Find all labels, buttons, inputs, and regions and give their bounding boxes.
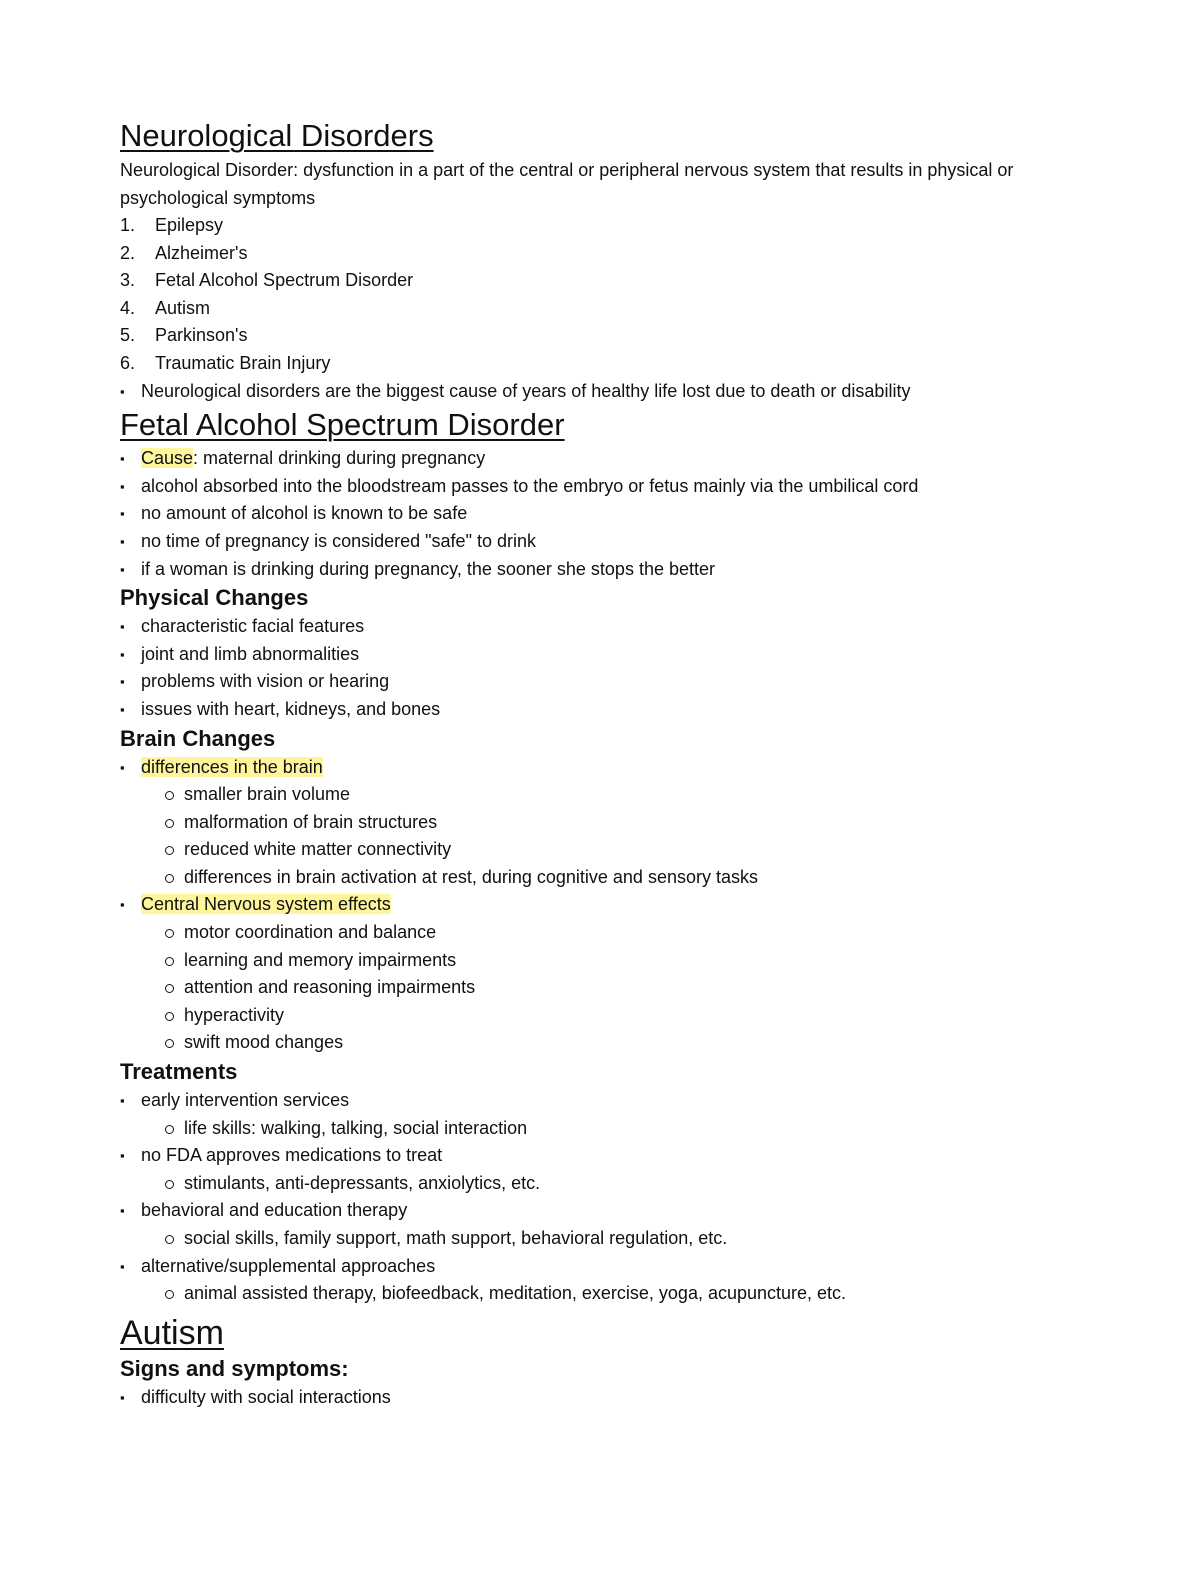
section-title-autism: Autism — [120, 1313, 224, 1352]
list-item-text: no amount of alcohol is known to be safe — [141, 503, 468, 524]
list-number: 5. — [120, 325, 136, 346]
bullet-icon: ▪ — [120, 1258, 125, 1274]
list-item — [120, 556, 1080, 584]
sub-list-item — [120, 1029, 1080, 1057]
circle-bullet-icon — [165, 874, 174, 883]
sub-list-item — [120, 1170, 1080, 1198]
circle-bullet-icon — [165, 1235, 174, 1244]
subsection-title-treatments: Treatments — [120, 1059, 238, 1085]
bullet-icon: ▪ — [120, 1093, 125, 1109]
bullet-icon: ▪ — [120, 674, 125, 690]
list-item-text: if a woman is drinking during pregnancy, the sooner she stops the better — [141, 558, 715, 579]
bullet-icon: ▪ — [120, 1389, 125, 1405]
list-item-text: differences in brain activation at rest, during cognitive and sensory tasks — [184, 866, 758, 887]
sub-list-item — [120, 1002, 1080, 1030]
circle-bullet-icon — [165, 1290, 174, 1299]
list-item — [120, 696, 1080, 724]
circle-bullet-icon — [165, 819, 174, 828]
sub-list-item — [120, 836, 1080, 864]
list-item-text: Fetal Alcohol Spectrum Disorder — [155, 270, 414, 291]
list-item-text: animal assisted therapy, biofeedback, meditation, exercise, yoga, acupuncture, etc. — [184, 1283, 847, 1304]
list-item-text: Epilepsy — [155, 215, 224, 235]
list-item-text: issues with heart, kidneys, and bones — [141, 698, 441, 719]
list-item — [120, 378, 1080, 406]
circle-bullet-icon — [165, 984, 174, 993]
list-number: 2. — [120, 242, 136, 263]
list-item-text: Neurological disorders are the biggest cause of years of healthy life lost due to death or disability — [141, 380, 911, 401]
bullet-icon: ▪ — [120, 451, 125, 467]
list-item-text: alternative/supplemental approaches — [141, 1255, 436, 1276]
list-item — [120, 668, 1080, 696]
bullet-icon: ▪ — [120, 506, 125, 522]
sub-list-item — [120, 864, 1080, 892]
list-item-text: Traumatic Brain Injury — [155, 352, 331, 373]
list-item-text: life skills: walking, talking, social interaction — [184, 1117, 528, 1138]
disorders-list — [120, 212, 1080, 378]
bullet-icon: ▪ — [120, 533, 125, 549]
list-item-text: problems with vision or hearing — [141, 671, 390, 692]
list-item — [120, 891, 1080, 919]
list-item-text: malformation of brain structures — [184, 811, 438, 832]
sub-list-item — [120, 809, 1080, 837]
sub-list-item — [120, 1225, 1080, 1253]
list-item — [120, 1253, 1080, 1281]
list-item-text: motor coordination and balance — [184, 922, 437, 943]
list-item — [120, 267, 1080, 295]
list-item — [120, 295, 1080, 323]
circle-bullet-icon — [165, 929, 174, 938]
bullet-icon: ▪ — [120, 1203, 125, 1219]
list-item — [120, 1384, 1080, 1412]
bullet-icon: ▪ — [120, 478, 125, 494]
list-item-text: alcohol absorbed into the bloodstream passes to the embryo or fetus mainly via the umbilical cord — [141, 475, 919, 496]
list-item-text: reduced white matter connectivity — [184, 839, 452, 860]
list-item-text: characteristic facial features — [141, 616, 365, 637]
bullet-icon: ▪ — [120, 619, 125, 635]
sub-list-item — [120, 1280, 1080, 1308]
circle-bullet-icon — [165, 791, 174, 800]
subsection-title-brain: Brain Changes — [120, 725, 276, 751]
list-item-text: social skills, family support, math support, behavioral regulation, etc. — [184, 1228, 728, 1248]
circle-bullet-icon — [165, 846, 174, 855]
bullet-icon: ▪ — [120, 701, 125, 717]
list-item-text: Parkinson's — [155, 325, 248, 346]
list-item — [120, 350, 1080, 378]
sub-list-item — [120, 974, 1080, 1002]
list-item — [120, 641, 1080, 669]
list-item-text: no time of pregnancy is considered "safe" to drink — [141, 530, 536, 551]
list-item-text: joint and limb abnormalities — [141, 643, 360, 664]
highlighted-text: Cause — [141, 448, 194, 469]
list-item — [120, 212, 1080, 240]
circle-bullet-icon — [165, 957, 174, 966]
list-item — [120, 1087, 1080, 1115]
subsection-title-signs: Signs and symptoms: — [120, 1355, 349, 1381]
highlighted-text: Central Nervous system effects — [141, 894, 391, 915]
list-item — [120, 500, 1080, 528]
sub-list-item — [120, 919, 1080, 947]
list-item — [120, 445, 1080, 473]
list-item — [120, 754, 1080, 782]
circle-bullet-icon — [165, 1125, 174, 1134]
list-number: 1. — [120, 215, 136, 235]
list-item-text: learning and memory impairments — [184, 949, 457, 970]
list-item-text: difficulty with social interactions — [141, 1386, 391, 1407]
list-item — [120, 1142, 1080, 1170]
bullet-icon: ▪ — [120, 383, 125, 399]
list-number: 4. — [120, 297, 136, 318]
page-title: Neurological Disorders — [120, 118, 434, 153]
list-item-text: attention and reasoning impairments — [184, 977, 476, 998]
section-title-fasd: Fetal Alcohol Spectrum Disorder — [120, 407, 565, 443]
document-page — [120, 116, 1080, 1411]
bullet-icon: ▪ — [120, 759, 125, 775]
list-item — [120, 528, 1080, 556]
circle-bullet-icon — [165, 1039, 174, 1048]
list-item-text: stimulants, anti-depressants, anxiolytics, etc. — [184, 1172, 541, 1193]
subsection-title-physical: Physical Changes — [120, 585, 309, 611]
list-item — [120, 322, 1080, 350]
list-number: 6. — [120, 352, 136, 373]
list-item-text: early intervention services — [141, 1090, 350, 1111]
bullet-icon: ▪ — [120, 1148, 125, 1164]
bullet-icon: ▪ — [120, 897, 125, 913]
list-item-text: : maternal drinking during pregnancy — [193, 448, 486, 469]
sub-list-item — [120, 947, 1080, 975]
list-item-text: swift mood changes — [184, 1032, 344, 1053]
circle-bullet-icon — [165, 1012, 174, 1021]
bullet-icon: ▪ — [120, 646, 125, 662]
list-item-text: no FDA approves medications to treat — [141, 1145, 443, 1166]
list-item — [120, 240, 1080, 268]
definition-paragraph: Neurological Disorder: dysfunction in a part of the central or peripheral nervous system that results in physical or psychological symptoms — [120, 160, 1014, 208]
sub-list-item — [120, 781, 1080, 809]
list-item-text: hyperactivity — [184, 1004, 285, 1025]
highlighted-text: differences in the brain — [141, 756, 323, 777]
list-item — [120, 1197, 1080, 1225]
bullet-icon: ▪ — [120, 561, 125, 577]
list-item-text: Autism — [155, 297, 211, 318]
list-item-text: behavioral and education therapy — [141, 1200, 408, 1221]
sub-list-item — [120, 1115, 1080, 1143]
list-item-text: smaller brain volume — [184, 784, 351, 805]
list-item-text: Alzheimer's — [155, 242, 248, 263]
list-number: 3. — [120, 270, 136, 291]
circle-bullet-icon — [165, 1180, 174, 1189]
list-item — [120, 613, 1080, 641]
list-item — [120, 473, 1080, 501]
